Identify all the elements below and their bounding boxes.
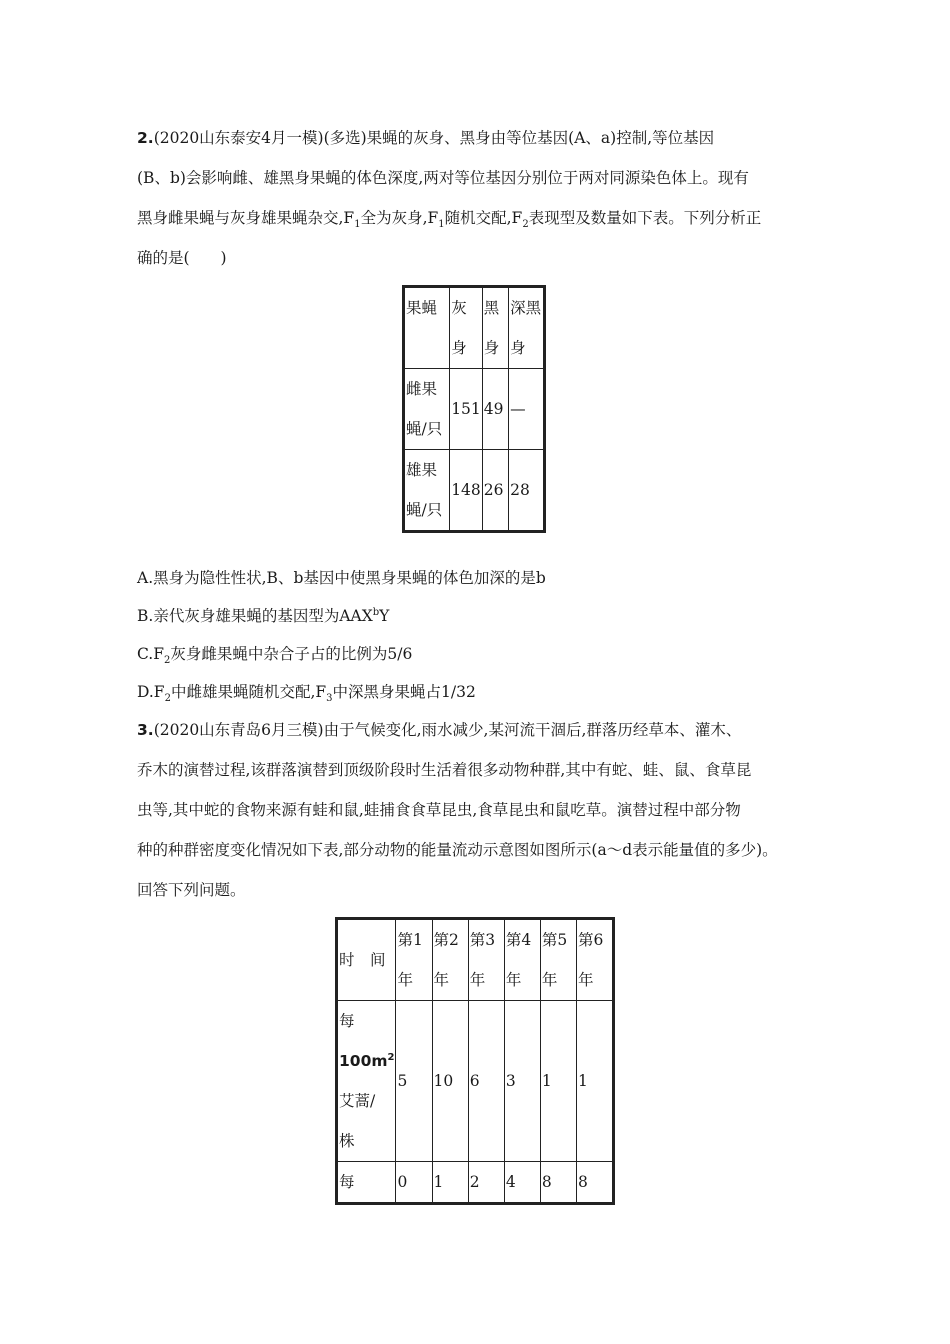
q2-line-1 [137, 118, 827, 158]
q2-line-2: (B、b)会影响雌、雄黑身果蝇的体色深度,两对等位基因分别位于两对同源染色体上。现有 [137, 169, 749, 187]
option-d-mid: 中雌雄果蝇随机交配,F [170, 683, 327, 701]
q2-line-3 [137, 198, 827, 238]
q2-text-d: 表现型及数量如下表。下列分析正 [528, 209, 762, 227]
option-b [137, 606, 389, 626]
corner-cell: 时 间 [337, 919, 396, 1001]
table-cell: 148 [450, 450, 483, 532]
year-header: 第1年 [396, 919, 432, 1001]
table-row [337, 1162, 614, 1204]
row-label: 雄果蝇/只 [404, 450, 450, 532]
table-cell: 8 [540, 1162, 576, 1204]
option-c-pre: C.F [137, 645, 164, 663]
sub-3: 3 [326, 693, 333, 705]
table-cell: 28 [509, 450, 545, 532]
header-cell: 深黑身 [509, 287, 545, 369]
option-b-text: B.亲代灰身雄果蝇的基因型为AAX [137, 607, 373, 625]
table-cell: 5 [396, 1001, 432, 1162]
table-cell: 151 [450, 369, 483, 450]
q3-line-1 [137, 710, 827, 750]
header-cell: 果蝇 [404, 287, 450, 369]
table-cell: 2 [468, 1162, 504, 1204]
table-row [404, 369, 545, 450]
option-c-text: 灰身雌果蝇中杂合子占的比例为5/6 [170, 645, 413, 663]
header-cell: 灰身 [450, 287, 483, 369]
table-cell: 6 [468, 1001, 504, 1162]
row-label-part: 株 [339, 1132, 355, 1150]
option-d-text: 中深黑身果蝇占1/32 [332, 683, 476, 701]
table-cell: 3 [504, 1001, 540, 1162]
option-a: A.黑身为隐性性状,B、b基因中使黑身果蝇的体色加深的是b [137, 569, 546, 587]
q3-line-5: 回答下列问题。 [137, 881, 246, 899]
table-row [404, 450, 545, 532]
q2-data-table [402, 285, 546, 533]
option-d-pre: D.F [137, 683, 165, 701]
sub-2: 2 [164, 655, 171, 667]
option-c [137, 644, 413, 667]
q3-line-4: 种的种群密度变化情况如下表,部分动物的能量流动示意图如图所示(a～d表示能量值的多少)。 [137, 841, 778, 859]
q2-line-4: 确的是( ) [137, 249, 227, 267]
q2-text-a: 黑身雌果蝇与灰身雄果蝇杂交,F [137, 209, 355, 227]
row-label-part [339, 1041, 394, 1081]
table-cell: 1 [576, 1001, 613, 1162]
year-header: 第4年 [504, 919, 540, 1001]
question-number: 3. [137, 721, 154, 739]
table-row [404, 287, 545, 369]
table-cell: 8 [576, 1162, 613, 1204]
sub-2: 2 [164, 693, 171, 705]
row-label: 每 [337, 1162, 396, 1204]
row-label [337, 1001, 396, 1162]
table-cell: 4 [504, 1162, 540, 1204]
sub-2: 2 [522, 219, 529, 231]
q3-data-table [335, 917, 615, 1205]
area-unit: 100m [339, 1052, 388, 1070]
option-b-tail: Y [379, 607, 390, 625]
sub-1: 1 [354, 219, 361, 231]
row-label-part: 艾蒿/ [339, 1092, 376, 1110]
sub-1b: 1 [438, 219, 445, 231]
table-cell: 1 [540, 1001, 576, 1162]
q2-text-b: 全为灰身,F [360, 209, 439, 227]
q2-text: (2020山东泰安4月一模)(多选)果蝇的灰身、黑身由等位基因(A、a)控制,等位基因 [153, 129, 715, 147]
year-header: 第2年 [432, 919, 468, 1001]
q2-text-c: 随机交配,F [444, 209, 523, 227]
table-cell: 49 [482, 369, 508, 450]
table-cell: 0 [396, 1162, 432, 1204]
row-label: 雌果蝇/只 [404, 369, 450, 450]
table-cell: 26 [482, 450, 508, 532]
year-header: 第3年 [468, 919, 504, 1001]
q3-text: (2020山东青岛6月三模)由于气候变化,雨水减少,某河流干涸后,群落历经草本、灌木、 [153, 721, 742, 739]
question-2-stem [137, 118, 827, 278]
q3-line-2: 乔木的演替过程,该群落演替到顶级阶段时生活着很多动物种群,其中有蛇、蛙、鼠、食草昆 [137, 761, 752, 779]
sup-b: b [372, 606, 380, 618]
table-cell: — [509, 369, 545, 450]
header-cell: 黑身 [482, 287, 508, 369]
table-row [337, 919, 614, 1001]
question-number: 2. [137, 129, 154, 147]
q3-line-3: 虫等,其中蛇的食物来源有蛙和鼠,蛙捕食食草昆虫,食草昆虫和鼠吃草。演替过程中部分物 [137, 801, 741, 819]
sup-2: 2 [387, 1051, 395, 1063]
row-label-part: 每 [339, 1012, 355, 1030]
question-3-stem [137, 710, 827, 910]
table-cell: 1 [432, 1162, 468, 1204]
table-cell: 10 [432, 1001, 468, 1162]
year-header: 第5年 [540, 919, 576, 1001]
option-d [137, 682, 476, 705]
year-header: 第6年 [576, 919, 613, 1001]
table-row [337, 1001, 614, 1162]
